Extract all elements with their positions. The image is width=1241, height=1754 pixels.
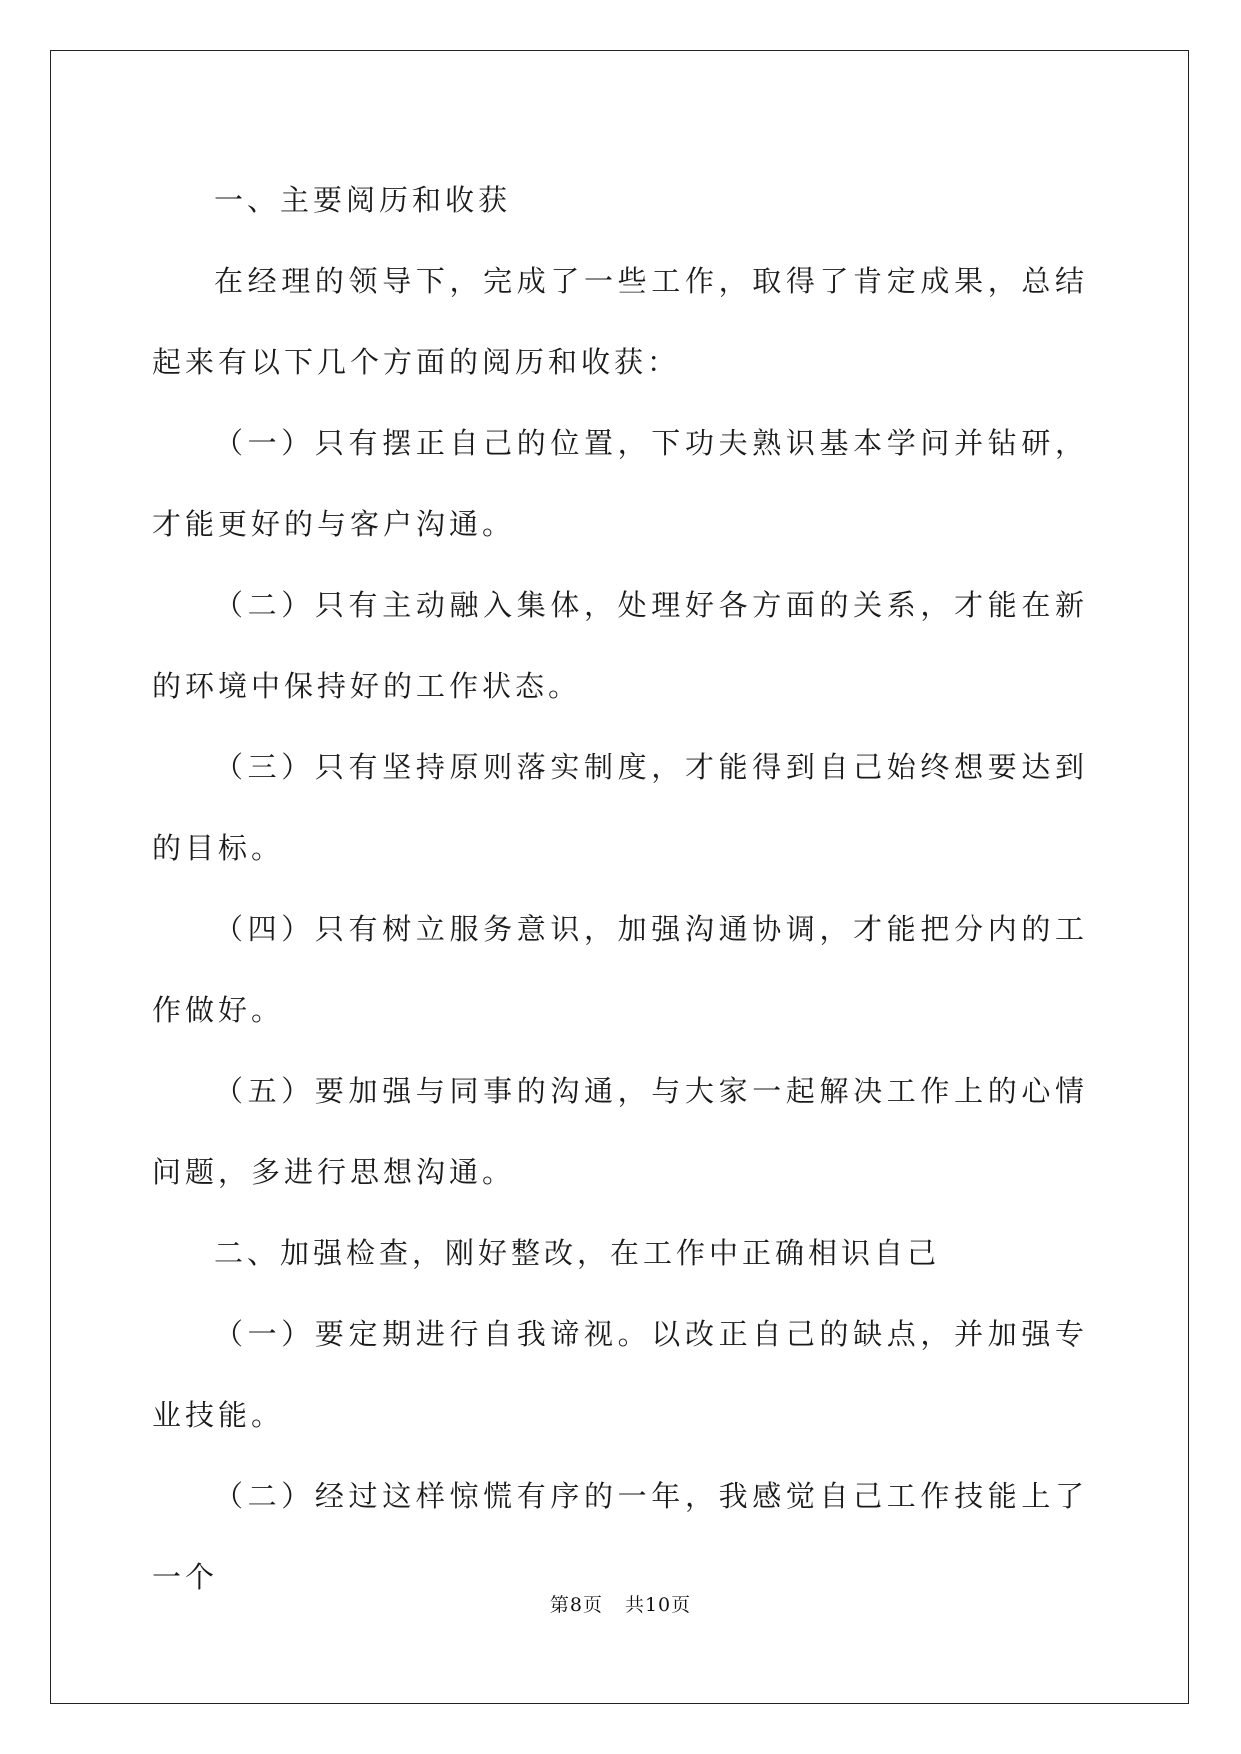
page-number: 第8页: [549, 1594, 603, 1616]
page-total: 共10页: [624, 1594, 692, 1616]
page-footer: [0, 1590, 1241, 1617]
section-heading-2: 二、加强检查，刚好整改，在工作中正确相识自己: [214, 1236, 941, 1270]
list-item-6: （一）要定期进行自我谛视。以改正自己的缺点，并加强专业技能。: [152, 1317, 1088, 1432]
body-paragraph: 在经理的领导下，完成了一些工作，取得了肯定成果，总结起来有以下几个方面的阅历和收获：: [152, 264, 1088, 379]
section-heading-1: 一、主要阅历和收获: [214, 183, 512, 217]
list-item-7: （二）经过这样惊慌有序的一年，我感觉自己工作技能上了一个: [152, 1479, 1088, 1594]
list-item-3: （三）只有坚持原则落实制度，才能得到自己始终想要达到的目标。: [152, 750, 1088, 865]
list-item-2: （二）只有主动融入集体，处理好各方面的关系，才能在新的环境中保持好的工作状态。: [152, 588, 1088, 703]
list-item-4: （四）只有树立服务意识，加强沟通协调，才能把分内的工作做好。: [152, 912, 1088, 1027]
list-item-1: （一）只有摆正自己的位置，下功夫熟识基本学问并钻研，才能更好的与客户沟通。: [152, 426, 1088, 541]
document-body: [152, 160, 1088, 1618]
list-item-5: （五）要加强与同事的沟通，与大家一起解决工作上的心情问题，多进行思想沟通。: [152, 1074, 1088, 1189]
